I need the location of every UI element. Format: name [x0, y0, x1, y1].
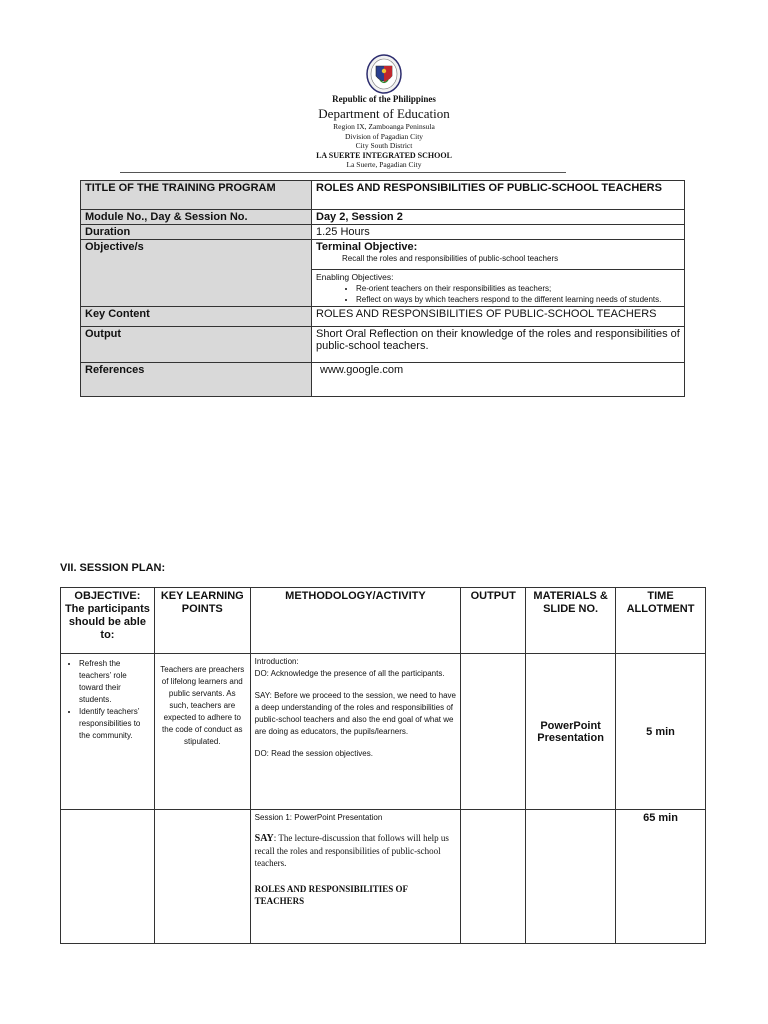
say-lecture: [255, 832, 457, 869]
output-label: Output: [81, 327, 312, 363]
enabling-objectives-list: [316, 283, 680, 305]
region-line: Region IX, Zamboanga Peninsula: [333, 122, 435, 131]
list-item: • Re-orient teachers on their responsibilities as teachers;: [356, 283, 680, 294]
materials-cell: PowerPoint Presentation: [526, 654, 616, 810]
table-row: [81, 307, 685, 327]
deped-seal-icon: [353, 54, 415, 94]
say-text: : The lecture-discussion that follows will help us recall the roles and responsibilities of public-school teachers.: [254, 833, 449, 868]
key-content-label: Key Content: [81, 307, 312, 327]
header-time: TIME ALLOTMENT: [616, 588, 706, 654]
division-line: Division of Pagadian City: [344, 131, 424, 141]
say-label: SAY: [254, 833, 274, 844]
objective-cell: [61, 654, 155, 810]
terminal-objective-text: Recall the roles and responsibilities of public-school teachers: [342, 254, 559, 263]
references-value: www.google.com: [312, 363, 685, 397]
republic-line: Republic of the Philippines: [332, 94, 436, 104]
department-name: Department of Education: [318, 106, 450, 121]
list-item: • Identify teachers’ responsibilities to the community.: [79, 706, 150, 742]
header-rule: [120, 172, 566, 173]
key-points-cell: Teachers are preachers of lifelong learners and public servants. As such, teachers are expected to adhere to the code of conduct as stipulated.: [154, 654, 250, 810]
output-cell: [461, 654, 526, 810]
methodology-cell: [250, 810, 461, 944]
list-item: • Reflect on ways by which teachers respond to the different learning needs of students.: [356, 294, 680, 305]
duration-label: Duration: [81, 225, 312, 240]
do-read-objectives: DO: Read the session objectives.: [254, 749, 373, 758]
school-name: LA SUERTE INTEGRATED SCHOOL: [316, 150, 452, 160]
objective-cell: [312, 240, 685, 307]
methodology-cell: [250, 654, 461, 810]
table-row: [81, 210, 685, 225]
session-label: Session 1: PowerPoint Presentation: [254, 813, 383, 822]
header-methodology: METHODOLOGY/ACTIVITY: [250, 588, 461, 654]
table-row: [81, 327, 685, 363]
references-label: References: [81, 363, 312, 397]
output-value: Short Oral Reflection on their knowledge of the roles and responsibilities of public-school teachers.: [312, 327, 685, 363]
roles-heading: ROLES AND RESPONSIBILITIES OF TEACHERS: [254, 884, 408, 906]
header-objective: OBJECTIVE: The participants should be able to:: [61, 588, 155, 654]
objective-cell: [61, 810, 155, 944]
time-cell: 5 min: [616, 654, 706, 810]
materials-cell: [526, 810, 616, 944]
table-row: [81, 225, 685, 240]
table-row: [81, 363, 685, 397]
table-row: [61, 654, 706, 810]
key-points-cell: [154, 810, 250, 944]
terminal-objective-heading: Terminal Objective:: [316, 241, 418, 253]
letterhead: [0, 94, 768, 170]
module-value: Day 2, Session 2: [312, 210, 685, 225]
module-label: Module No., Day & Session No.: [81, 210, 312, 225]
table-row: [81, 181, 685, 210]
enabling-objectives: [312, 269, 684, 305]
school-address: La Suerte, Pagadian City: [346, 160, 422, 169]
table-row: [61, 810, 706, 944]
list-item: • Refresh the teachers’ role toward their students.: [79, 658, 150, 706]
training-program-table: [80, 180, 685, 397]
key-content-value: ROLES AND RESPONSIBILITIES OF PUBLIC-SCHOOL TEACHERS: [312, 307, 685, 327]
objective-list: [65, 658, 150, 742]
objective-label: Objective/s: [81, 240, 312, 307]
table-row: [81, 240, 685, 307]
district-line: City South District: [355, 141, 413, 150]
header-output: OUTPUT: [461, 588, 526, 654]
duration-value: 1.25 Hours: [312, 225, 685, 240]
say-before: SAY: Before we proceed to the session, we need to have a deep understanding of the roles and responsibilities of public-school teachers and also the end goal of what we are doing as educators, the pupils/learners.: [254, 691, 456, 736]
enabling-objectives-heading: Enabling Objectives:: [316, 272, 394, 282]
title-value: ROLES AND RESPONSIBILITIES OF PUBLIC-SCHOOL TEACHERS: [312, 181, 685, 210]
intro-label: Introduction:: [254, 657, 299, 666]
session-plan-table: [60, 587, 706, 944]
time-cell: 65 min: [616, 810, 706, 944]
header-key-points: KEY LEARNING POINTS: [154, 588, 250, 654]
do-acknowledge: DO: Acknowledge the presence of all the participants.: [254, 669, 445, 678]
table-header-row: [61, 588, 706, 654]
output-cell: [461, 810, 526, 944]
title-label: TITLE OF THE TRAINING PROGRAM: [81, 181, 312, 210]
header-materials: MATERIALS & SLIDE NO.: [526, 588, 616, 654]
session-plan-title: VII. SESSION PLAN:: [60, 562, 166, 574]
